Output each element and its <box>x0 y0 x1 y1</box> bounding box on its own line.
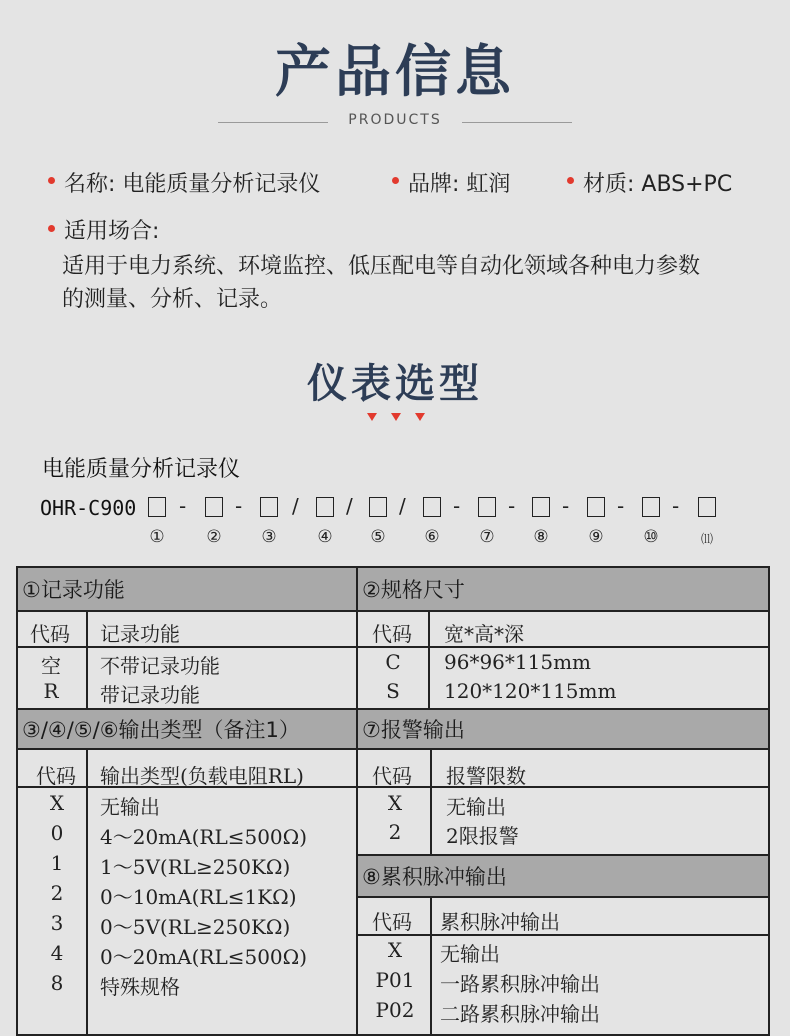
product-name: 电能质量分析记录仪 <box>42 457 241 482</box>
table-row-code: P01 <box>375 968 415 992</box>
code-box <box>642 497 660 517</box>
code-separator: - <box>617 494 625 518</box>
table-row-code: C <box>385 650 401 674</box>
code-box <box>260 497 278 517</box>
section-header-pulse: ⑧累积脉冲输出 <box>358 856 768 896</box>
table-row-desc: 无输出 <box>446 795 506 819</box>
table-row-desc: 0～20mA(RL≤500Ω) <box>100 945 308 969</box>
position-number: ③ <box>261 527 277 547</box>
table-row-code: 8 <box>50 971 64 995</box>
spec-table <box>16 566 770 1036</box>
table-row-code: 空 <box>41 654 61 678</box>
position-number: ⑤ <box>370 527 386 547</box>
code-separator: - <box>235 494 243 518</box>
section-header-output: ③/④/⑤/⑥输出类型（备注1） <box>18 710 356 748</box>
bullet-dot-icon <box>392 177 399 184</box>
section-header-size: ②规格尺寸 <box>358 568 768 612</box>
table-row-desc: 120*120*115mm <box>444 679 617 703</box>
info-material: 材质: ABS+PC <box>583 172 733 197</box>
table-row-desc: 不带记录功能 <box>100 654 220 678</box>
code-separator: - <box>672 494 680 518</box>
position-number: ① <box>149 527 165 547</box>
code-box <box>148 497 166 517</box>
col-code-header: 代码 <box>372 910 412 934</box>
table-rule <box>16 748 770 750</box>
code-separator: - <box>562 494 570 518</box>
code-box <box>423 497 441 517</box>
code-box <box>316 497 334 517</box>
table-row-code: 1 <box>50 851 64 875</box>
table-row-code: R <box>43 679 59 703</box>
bullet-dot-icon <box>567 177 574 184</box>
table-rule <box>356 786 770 788</box>
table-row-desc: 2限报警 <box>446 824 519 848</box>
table-rule <box>430 750 432 854</box>
triangle-down-icon <box>367 413 377 421</box>
page-subtitle: PRODUCTS <box>348 112 442 128</box>
subtitle-right-rule <box>462 122 572 123</box>
position-number: ⑩ <box>643 527 659 547</box>
col-desc-header: 报警限数 <box>446 764 526 788</box>
position-number: ⑧ <box>533 527 549 547</box>
position-number: ⑦ <box>479 527 495 547</box>
table-row-desc: 0～10mA(RL≤1KΩ) <box>100 885 297 909</box>
col-desc-header: 宽*高*深 <box>444 622 524 646</box>
table-rule <box>86 612 88 708</box>
table-row-desc: 0～5V(RL≥250KΩ) <box>100 915 291 939</box>
code-separator: - <box>453 494 461 518</box>
page-title: 产品信息 <box>275 40 515 105</box>
code-box <box>587 497 605 517</box>
code-box <box>532 497 550 517</box>
table-rule <box>430 898 432 1036</box>
table-row-code: X <box>49 791 65 815</box>
table-row-desc: 特殊规格 <box>100 975 180 999</box>
triangle-down-icon <box>391 413 401 421</box>
col-code-header: 代码 <box>30 622 70 646</box>
page-subtitle-row <box>0 112 790 132</box>
table-rule <box>86 750 88 1036</box>
subtitle-left-rule <box>218 122 328 123</box>
code-box <box>478 497 496 517</box>
table-row-code: X <box>387 791 403 815</box>
col-desc-header: 累积脉冲输出 <box>440 910 560 934</box>
code-separator: - <box>508 494 516 518</box>
info-brand: 品牌: 虹润 <box>408 172 511 197</box>
table-row-desc: 96*96*115mm <box>444 650 592 674</box>
table-row-code: 3 <box>50 911 64 935</box>
position-number: ② <box>206 527 222 547</box>
info-usage-line2: 的测量、分析、记录。 <box>62 287 283 312</box>
table-rule <box>356 934 770 936</box>
table-row-code: X <box>387 938 403 962</box>
selection-title: 仪表选型 <box>307 361 483 407</box>
triangle-down-icon <box>415 413 425 421</box>
code-box <box>698 497 716 517</box>
position-number: ⑾ <box>700 532 713 546</box>
table-row-desc: 1～5V(RL≥250KΩ) <box>100 855 291 879</box>
table-row-desc: 一路累积脉冲输出 <box>440 972 600 996</box>
table-row-desc: 无输出 <box>100 795 160 819</box>
table-row-code: 2 <box>50 881 64 905</box>
col-desc-header: 输出类型(负载电阻RL) <box>100 764 304 788</box>
table-rule <box>356 646 770 648</box>
section-header-record: ①记录功能 <box>18 568 356 612</box>
position-number: ⑨ <box>588 527 604 547</box>
code-separator: / <box>399 494 406 518</box>
info-usage-label: 适用场合: <box>64 219 160 244</box>
table-row-desc: 无输出 <box>440 942 500 966</box>
bullet-dot-icon <box>48 177 55 184</box>
table-row-code: P02 <box>375 998 415 1022</box>
position-number: ④ <box>317 527 333 547</box>
table-row-code: 2 <box>388 820 402 844</box>
code-separator: / <box>346 494 353 518</box>
col-code-header: 代码 <box>36 764 76 788</box>
code-separator: - <box>179 494 187 518</box>
table-row-desc: 4～20mA(RL≤500Ω) <box>100 825 308 849</box>
table-row-desc: 带记录功能 <box>100 683 200 707</box>
table-row-code: S <box>386 679 400 703</box>
code-separator: / <box>292 494 299 518</box>
code-box <box>205 497 223 517</box>
info-usage-line1: 适用于电力系统、环境监控、低压配电等自动化领域各种电力参数 <box>62 254 701 279</box>
info-name: 名称: 电能质量分析记录仪 <box>64 172 321 197</box>
col-desc-header: 记录功能 <box>100 622 180 646</box>
model-code-prefix: OHR-C900 <box>40 496 137 520</box>
table-row-code: 4 <box>50 941 64 965</box>
table-row-desc: 二路累积脉冲输出 <box>440 1002 600 1026</box>
table-divider <box>356 566 358 1036</box>
code-box <box>369 497 387 517</box>
col-code-header: 代码 <box>372 622 412 646</box>
table-row-code: 0 <box>50 821 64 845</box>
position-number: ⑥ <box>424 527 440 547</box>
table-rule <box>428 612 430 708</box>
bullet-dot-icon <box>48 225 55 232</box>
col-code-header: 代码 <box>372 764 412 788</box>
section-header-alarm: ⑦报警输出 <box>358 710 768 748</box>
table-rule <box>356 896 770 898</box>
